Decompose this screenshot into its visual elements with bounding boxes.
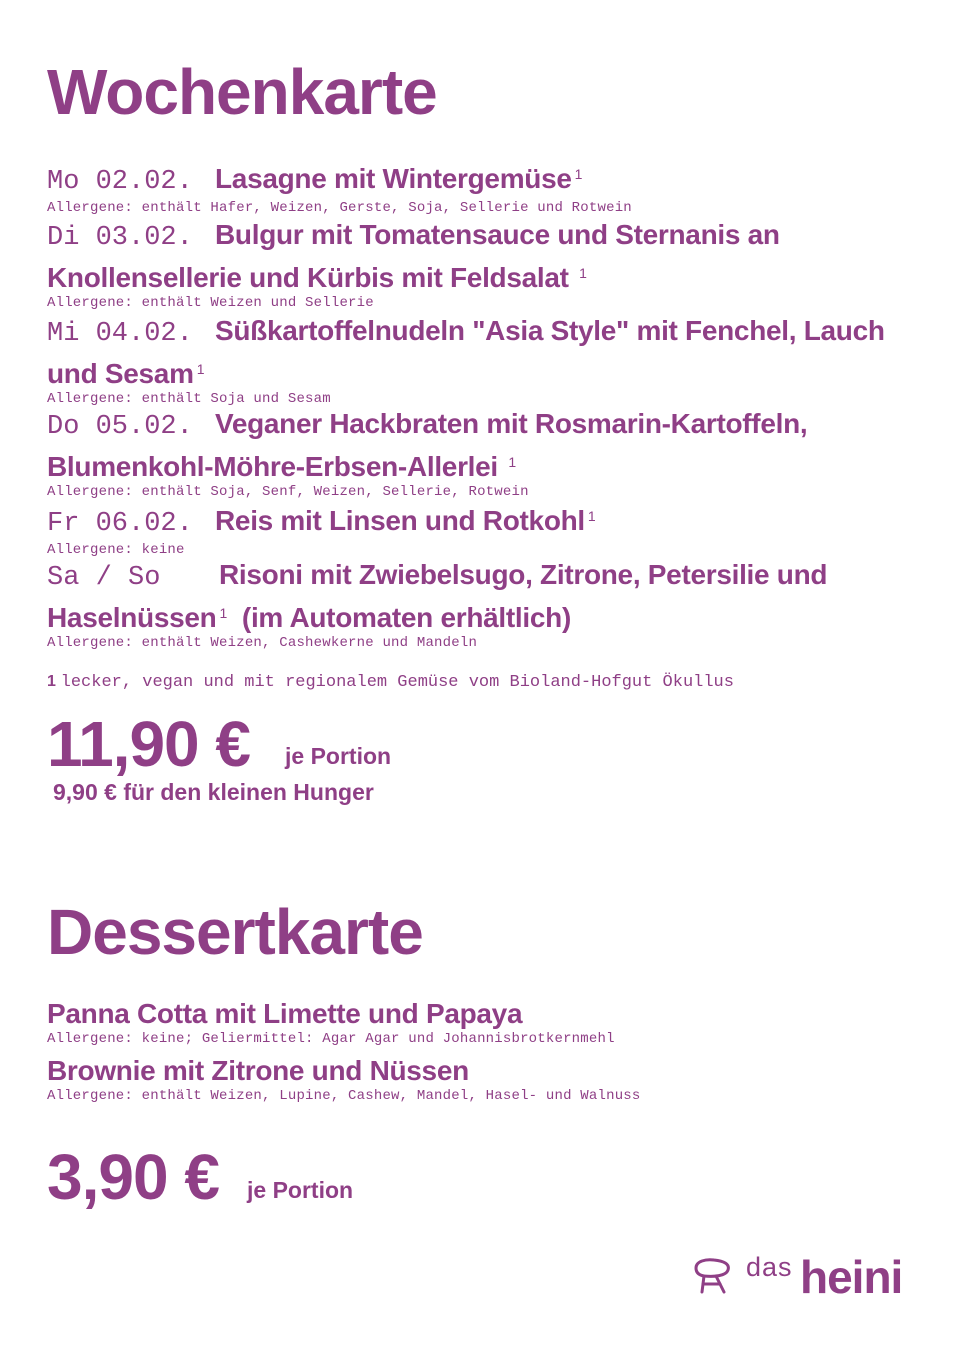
footnote-mark: 1 (574, 166, 583, 182)
footnote-mark: 1 (508, 454, 516, 470)
dish-name: Risoni mit Zwiebelsugo, Zitrone, Petersilie und (219, 559, 828, 590)
dish-name-continued: und Sesam (47, 358, 194, 389)
dish-name: Lasagne mit Wintergemüse (215, 163, 572, 194)
logo-das: das (746, 1252, 793, 1282)
logo-heini: heini (800, 1251, 903, 1303)
chair-icon (692, 1256, 736, 1298)
dish-name-continued: Blumenkohl-Möhre-Erbsen-Allerlei (47, 451, 498, 482)
footnote-mark: 1 (196, 361, 205, 377)
weekly-price: 11,90 € (47, 708, 250, 780)
allergen-info: Allergene: enthält Weizen und Sellerie (47, 295, 374, 311)
small-portion-price: 9,90 € für den kleinen Hunger (53, 779, 374, 805)
menu-item-wednesday (47, 313, 927, 407)
day-label: Fr 06.02. (47, 509, 193, 539)
dessert-price-unit: je Portion (247, 1177, 354, 1203)
menu-item-tuesday (47, 217, 927, 311)
footnote-mark: 1 (219, 605, 227, 621)
allergen-info: Allergene: enthält Weizen, Lupine, Cashew, Mandel, Hasel- und Walnuss (47, 1088, 641, 1104)
dish-name: Bulgur mit Tomatensauce und Sternanis an (215, 219, 780, 250)
menu-item-monday (47, 157, 927, 216)
allergen-info: Allergene: keine; Geliermittel: Agar Agar und Johannisbrotkernmehl (47, 1031, 615, 1047)
brand-logo (692, 1252, 912, 1302)
availability-note: (im Automaten erhältlich) (241, 602, 571, 633)
footnote (47, 671, 734, 692)
weekly-price-unit: je Portion (285, 743, 392, 769)
footnote-mark: 1 (579, 265, 587, 281)
day-label: Sa / So (47, 563, 161, 593)
dessert-price: 3,90 € (47, 1141, 219, 1213)
dish-name: Veganer Hackbraten mit Rosmarin-Kartoffeln, (215, 408, 808, 439)
dessert-name: Panna Cotta mit Limette und Papaya (47, 998, 523, 1029)
menu-item-friday (47, 499, 927, 558)
day-label: Mo 02.02. (47, 167, 193, 197)
allergen-info: Allergene: enthält Weizen, Cashewkerne und Mandeln (47, 635, 478, 651)
allergen-info: Allergene: enthält Soja und Sesam (47, 391, 331, 407)
footnote-text: lecker, vegan und mit regionalem Gemüse vom Bioland-Hofgut Ökullus (60, 673, 734, 692)
dessert-name: Brownie mit Zitrone und Nüssen (47, 1055, 469, 1086)
footnote-mark: 1 (587, 508, 596, 524)
dish-name: Süßkartoffelnudeln "Asia Style" mit Fenchel, Lauch (215, 315, 885, 346)
allergen-info: Allergene: enthält Hafer, Weizen, Gerste, Soja, Sellerie und Rotwein (47, 200, 632, 216)
menu-item-weekend (47, 557, 927, 651)
menu-item-thursday (47, 406, 927, 500)
allergen-info: Allergene: keine (47, 542, 185, 558)
allergen-info: Allergene: enthält Soja, Senf, Weizen, Sellerie, Rotwein (47, 484, 529, 500)
dish-name-continued: Knollensellerie und Kürbis mit Feldsalat (47, 262, 569, 293)
dessert-item (47, 1053, 927, 1104)
day-label: Do 05.02. (47, 412, 193, 442)
day-label: Mi 04.02. (47, 319, 193, 349)
page-title: Wochenkarte (47, 56, 437, 128)
day-label: Di 03.02. (47, 223, 193, 253)
dish-name-continued: Haselnüssen (47, 602, 217, 633)
dessert-item (47, 996, 927, 1047)
dish-name: Reis mit Linsen und Rotkohl (215, 505, 585, 536)
dessert-title: Dessertkarte (47, 896, 423, 968)
footnote-number: 1 (47, 673, 56, 690)
